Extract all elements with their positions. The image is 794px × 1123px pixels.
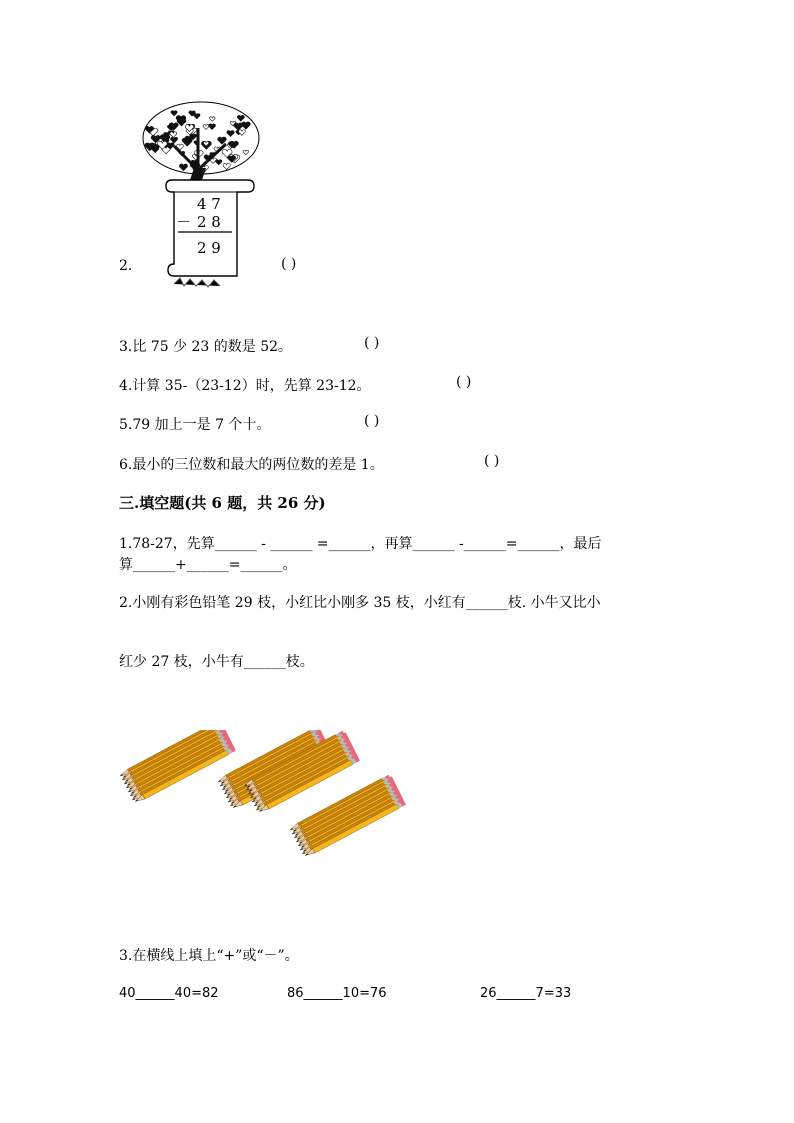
tree-scroll-illustration [134,98,269,290]
judge-q6-text: 6.最小的三位数和最大的两位数的差是 1。 [119,457,384,473]
fill-q2-line1: 2.小刚有彩色铅笔 29 枝，小红比小刚多 35 枝，小红有______枝. 小牛又比小 [119,595,601,611]
judge-q4-text: 4.计算 35-（23-12）时，先算 23-12。 [119,378,371,394]
fill-q3-text: 3.在横线上填上“+”或“－”。 [119,948,299,964]
scroll [166,180,254,276]
fill-q3-equation-1: 40______40=82 [119,986,219,1001]
fill-q3-equation-3: 26______7=33 [480,986,572,1001]
judge-q3-text: 3.比 75 少 23 的数是 52。 [119,339,293,355]
section3-heading: 三.填空题(共 6 题，共 26 分) [119,494,326,512]
fill-q1-line2: 算______+______=______。 [119,557,297,573]
grass [174,278,220,287]
vertical-op: － [176,213,192,231]
judge-q5-paren[interactable]: ( ) [364,413,380,429]
tree-canopy [143,102,259,188]
vertical-top: 4 7 [197,195,221,213]
judge-q4-paren[interactable]: ( ) [456,374,472,390]
fill-q3-equation-2: 86______10=76 [287,986,387,1001]
vertical-result: 2 9 [197,239,221,257]
pencil-bundles-illustration [118,730,418,880]
fill-q1-line1: 1.78-27，先算______ - ______ =______，再算______ -______=______，最后 [119,536,602,552]
judge-q2-paren[interactable]: ( ) [281,256,297,272]
judge-q3-paren[interactable]: ( ) [364,335,380,351]
judge-q2-number: 2. [119,258,133,274]
fill-q2-line2: 红少 27 枝，小牛有______枝。 [119,654,314,670]
judge-q5-text: 5.79 加上一是 7 个十。 [119,417,271,433]
vertical-mid: 2 8 [197,213,221,231]
judge-q6-paren[interactable]: ( ) [484,453,500,469]
